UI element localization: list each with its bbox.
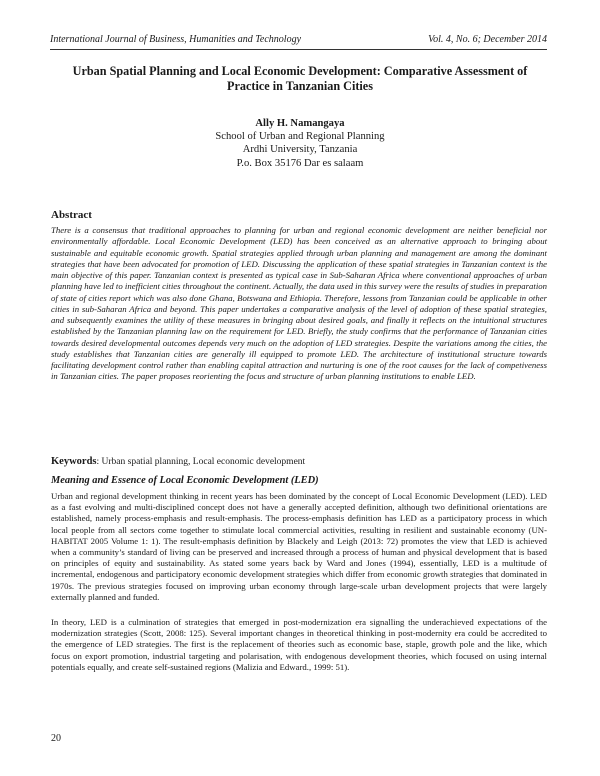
author-name: Ally H. Namangaya xyxy=(255,118,345,129)
issue-info: Vol. 4, No. 6; December 2014 xyxy=(428,34,547,45)
section-heading: Meaning and Essence of Local Economic Development (LED) xyxy=(51,475,319,486)
author-block xyxy=(0,117,600,170)
journal-name: International Journal of Business, Humanities and Technology xyxy=(50,34,302,45)
paper-title: Urban Spatial Planning and Local Economic Development: Comparative Assessment of Practice in Tanzanian Cities xyxy=(72,64,528,93)
abstract-heading: Abstract xyxy=(51,209,92,221)
keywords xyxy=(51,456,547,468)
running-head xyxy=(50,34,547,50)
author-address: P.o. Box 35176 Dar es salaam xyxy=(236,157,364,169)
page-number: 20 xyxy=(51,733,61,744)
keywords-text: : Urban spatial planning, Local economic development xyxy=(96,457,306,467)
abstract-text: There is a consensus that traditional approaches to planning for urban and regional economic development are neither beneficial nor environmentally affordable. Local Economic Development (LED) has been conceived as an alternative approach to bringing about sustainable and equitable economic growth. Spatial strategies applied through urban planning and management are among the dominant strategies that have been advocated for promotion of LED. Discussing the application of these spatial strategies in Tanzanian context is the main objective of this paper. Tanzanian context is presented as typical case in Sub-Saharan Africa where conventional approaches of urban planning have led to inefficient cities throughout the continent. Actually, the data used in this survey were the results of studies in preparation of state of cities report which was also done Ghana, Botswana and Ethiopia. Therefore, lessons from Tanzanian could be applicable in other cities in sub-Saharan Africa and beyond. This paper undertakes a comparative analysis of the level of adoption of these spatial strategies, and subsequently examines the utility of these measures in bringing about desired goals, and finally it reflects on the intuitional structures established by the Tanzanian planning law on the requirement for LED. Briefly, the study confirms that the performance of Tanzanian cities towards desired developmental outcomes depends very much on the adoption of LED strategies. Despite the variations among the cities, the study establishes that Tanzanian cities are generally ill equipped to promote LED. The architecture of institutional structure towards facilitating development control rather than enabling capital attraction and nurturing is one of the root causes for the lack of competiveness in Tanzanian cities. The paper proposes reorienting the focus and structure of urban planning institutions to enable LED. xyxy=(51,225,547,382)
body-paragraph: In theory, LED is a culmination of strategies that emerged in post-modernization era signalling the underachieved expectations of the modernization strategies (Scott, 2008: 125). Several important changes in theoretical thinking in post-modernity era could be accredited to the emergence of LED strategies. The first is the replacement of theories such as economic base, staple, growth pole and the like, which focus on export promotion, industrial targeting and polarisation, with endogenous development theories, which focused on using internal potentials equally, and create self-sustained regions (Malizia and Edward., 1999: 51). xyxy=(51,617,547,672)
author-institution: Ardhi University, Tanzania xyxy=(242,144,358,156)
keywords-label: Keywords xyxy=(51,456,97,467)
author-department: School of Urban and Regional Planning xyxy=(215,131,385,143)
body-paragraph: Urban and regional development thinking in recent years has been dominated by the concept of Local Economic Development (LED). LED as a fast evolving and multi-disciplined concept does not have a generally accepted definition, although two definitional orientations are established, namely process-emphasis and result-emphasis. The process-emphasis definition has LED as a participatory process in which local people from all sectors come together to stimulate local commercial activities, resulting in resilient and sustainable economy (UN-HABITAT 2005 Volume 1: 1). The result-emphasis definition by Blackely and Leigh (2013: 72) promotes the view that LED is achieved when a community’s standard of living can be preserved and increased through a process of human and physical development that is based on principles of equity and sustainability. As stated some years back by Ward and Jones (1994), essentially, LED is a multitude of incremental, endogenous and participatory economic development strategies which differ from economic growth strategies that dominated in 1970s. The previous strategies focused on improving urban economy through large-scale urban development projects that were largely externally planned and funded. xyxy=(51,491,547,602)
